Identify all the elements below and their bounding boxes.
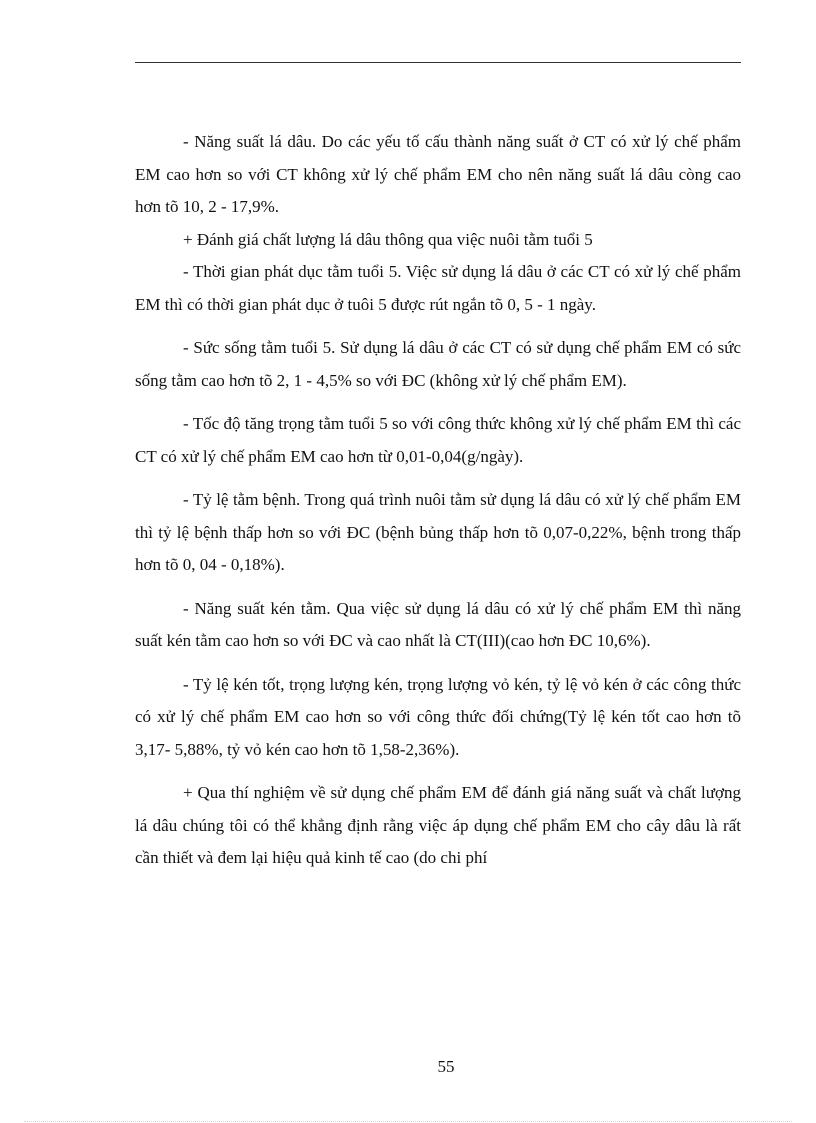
paragraph-disease-rate: - Tỷ lệ tằm bệnh. Trong quá trình nuôi tằm sử dụng lá dâu có xử lý chế phẩm EM thì tỷ lệ bệnh thấp hơn so với ĐC (bệnh bủng thấp hơn tõ 0,07-0,22%, bệnh trong thấp hơn tõ 0, 04 - 0,18%).: [135, 490, 741, 574]
page-number: 55: [437, 1057, 455, 1076]
paragraph-weight-gain: - Tốc độ tăng trọng tằm tuổi 5 so với công thức không xử lý chế phẩm EM thì các CT có xử lý chế phẩm EM cao hơn từ 0,01-0,04(g/ngày).: [135, 414, 741, 466]
paragraph-cocoon-yield: - Năng suất kén tằm. Qua việc sử dụng lá dâu có xử lý chế phẩm EM thì năng suất kén tằm cao hơn so với ĐC và cao nhất là CT(III)(cao hơn ĐC 10,6%).: [135, 598, 741, 650]
paragraph-vitality: - Sức sống tằm tuổi 5. Sử dụng lá dâu ở các CT có sử dụng chế phẩm EM có sức sống tằm cao hơn tõ 2, 1 - 4,5% so với ĐC (không xử lý chế phẩm EM).: [135, 338, 741, 390]
header-rule: [135, 62, 741, 63]
paragraph-development-time: - Thời gian phát dục tằm tuổi 5. Việc sử dụng lá dâu ở các CT có xử lý chế phẩm EM thì có thời gian phát dục ở tuôi 5 được rút ngắn tõ 0, 5 - 1 ngày.: [135, 262, 741, 314]
paragraph-conclusion: + Qua thí nghiệm về sử dụng chế phẩm EM để đánh giá năng suất và chất lượng lá dâu chúng tôi có thể khẳng định rằng việc áp dụng chế phẩm EM cho cây dâu là rất cần thiết và đem lại hiệu quả kinh tế cao (do chi phí: [135, 783, 741, 867]
paragraph-leaf-yield: - Năng suất lá dâu. Do các yếu tố cấu thành năng suất ở CT có xử lý chế phẩm EM cao hơn so với CT không xử lý chế phẩm EM cho nên năng suất lá dâu còng cao hơn tõ 10, 2 - 17,9%.: [135, 132, 741, 216]
paragraph-cocoon-quality: - Tỷ lệ kén tốt, trọng lượng kén, trọng lượng vỏ kén, tỷ lệ vỏ kén ở các công thức có xử lý chế phẩm EM cao hơn so với công thức đối chứng(Tỷ lệ kén tốt cao hơn tõ 3,17- 5,88%, tỷ vỏ kén cao hơn tõ 1,58-2,36%).: [135, 674, 741, 759]
paragraph-leaf-quality-heading: + Đánh giá chất lượng lá dâu thông qua việc nuôi tằm tuổi 5: [183, 229, 593, 249]
page-body: [135, 126, 741, 875]
footer-dotted-line: [24, 1121, 792, 1122]
